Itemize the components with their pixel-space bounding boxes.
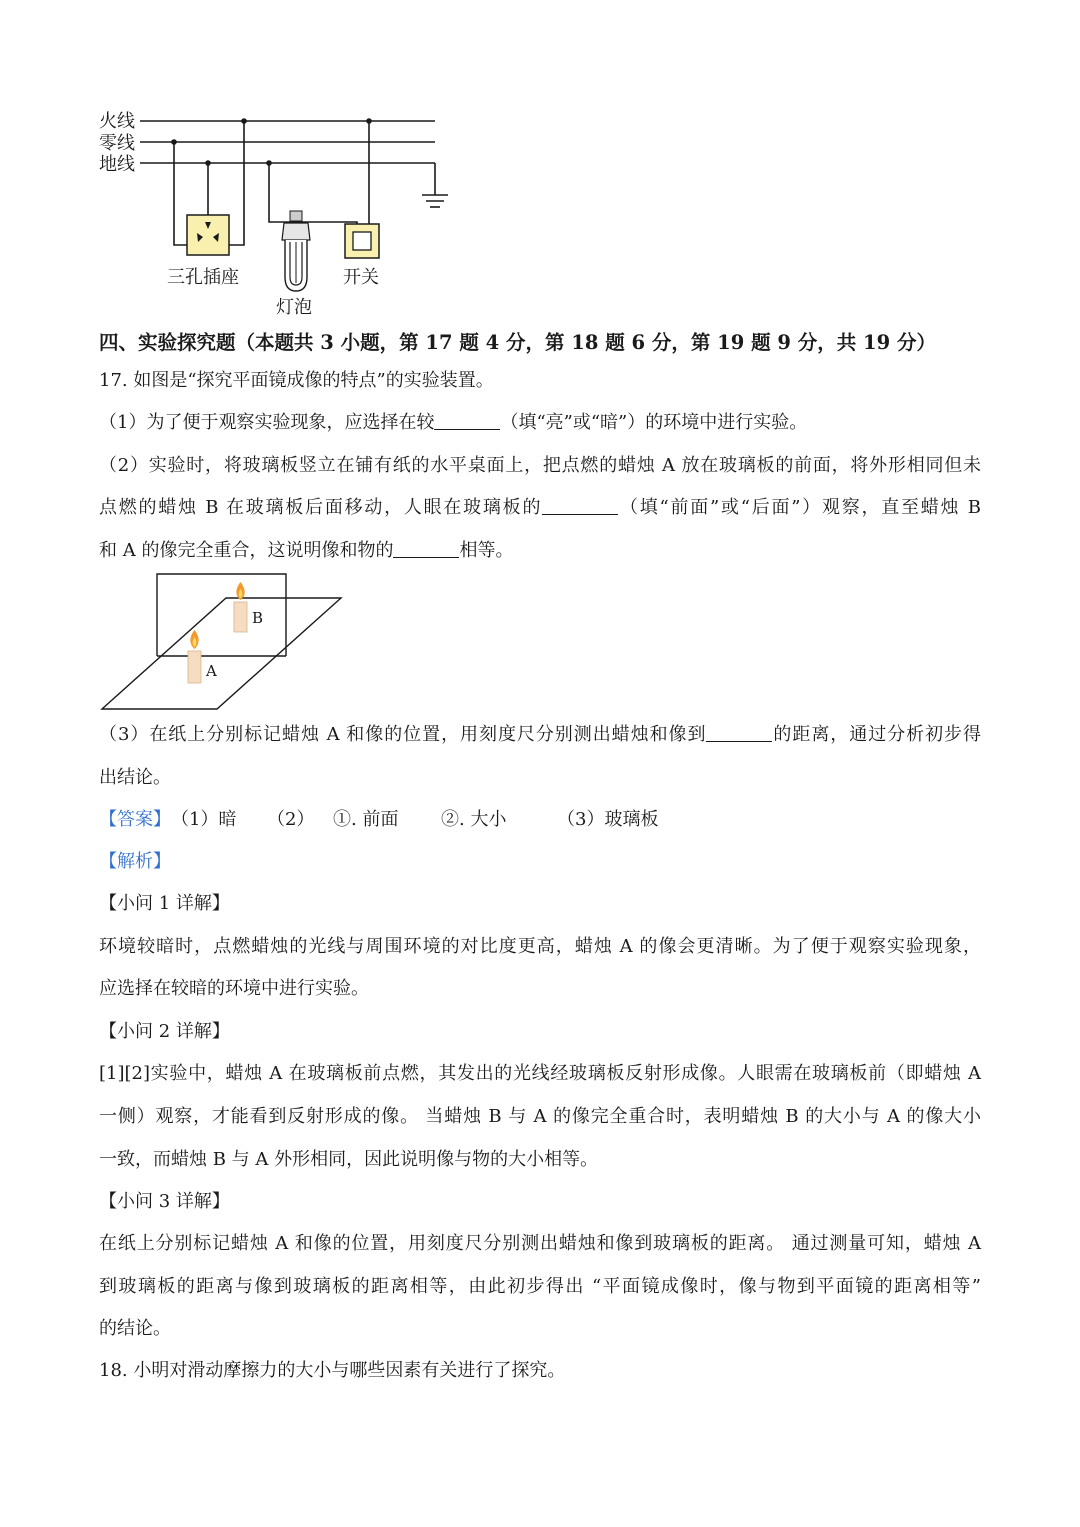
q17-part2-line3 <box>99 539 513 563</box>
candle-b-icon <box>234 582 247 632</box>
answer-5: （3）玻璃板 <box>557 809 659 830</box>
sub2-title: 【小问 2 详解】 <box>99 1021 230 1042</box>
label-socket: 三孔插座 <box>167 267 239 288</box>
sub1-line1: 环境较暗时，点燃蜡烛的光线与周围环境的对比度更高，蜡烛 A 的像会更清晰。为了便于观察实验现象， <box>99 936 981 957</box>
answer-blank[interactable] <box>393 539 459 558</box>
answer-blank[interactable] <box>706 723 772 742</box>
answer-4: ②. 大小 <box>441 809 507 830</box>
sub3-line2: 到玻璃板的距离与像到玻璃板的距离相等，由此初步得出 “平面镜成像时，像与物到平面镜的距离相等” <box>99 1276 981 1297</box>
label-switch: 开关 <box>343 267 379 288</box>
q17-part2-line1: （2）实验时，将玻璃板竖立在铺有纸的水平桌面上，把点燃的蜡烛 A 放在玻璃板的前面，将外形相同但未 <box>99 455 981 476</box>
candle-a-icon <box>188 630 201 683</box>
q17-part1-text-b: （填“亮”或“暗”）的环境中进行实验。 <box>500 412 808 433</box>
sub3-line3: 的结论。 <box>99 1318 171 1339</box>
section-title: 四、实验探究题（本题共 3 小题，第 17 题 4 分，第 18 题 6 分，第 19 题 9 分，共 19 分） <box>99 331 936 354</box>
label-candle-b: B <box>252 609 264 627</box>
answer-line <box>99 808 658 832</box>
analysis-tag: 【解析】 <box>99 851 171 872</box>
sub3-title: 【小问 3 详解】 <box>99 1191 230 1212</box>
answer-2: （2） <box>267 809 315 830</box>
q17-part2-line3-a: 和 A 的像完全重合，这说明像和物的 <box>99 540 394 561</box>
light-bulb-icon <box>282 211 310 291</box>
q17-part2-line2 <box>99 496 981 520</box>
sub1-line2: 应选择在较暗的环境中进行实验。 <box>99 978 369 999</box>
answer-blank[interactable] <box>434 411 500 430</box>
answer-3: ①. 前面 <box>333 809 399 830</box>
q17-part2-line2-b: （填“前面”或“后面”）观察，直至蜡烛 B <box>618 497 981 518</box>
q17-part2-line3-b: 相等。 <box>459 540 514 561</box>
three-pin-socket-icon <box>187 215 229 255</box>
sub3-line1: 在纸上分别标记蜡烛 A 和像的位置，用刻度尺分别测出蜡烛和像到玻璃板的距离。 通过测量可知，蜡烛 A <box>99 1233 981 1254</box>
q17-part1-text-a: （1）为了便于观察实验现象，应选择在较 <box>99 412 435 433</box>
sub2-line1: [1][2]实验中，蜡烛 A 在玻璃板前点燃，其发出的光线经玻璃板反射形成像。人眼需在玻璃板前（即蜡烛 A <box>99 1063 981 1084</box>
circuit-diagram <box>95 105 455 320</box>
q17-part3-line1-a: （3）在纸上分别标记蜡烛 A 和像的位置，用刻度尺分别测出蜡烛和像到 <box>99 724 707 745</box>
answer-blank[interactable] <box>542 496 618 515</box>
sub2-line2: 一侧）观察，才能看到反射形成的像。 当蜡烛 B 与 A 的像完全重合时，表明蜡烛 B 的大小与 A 的像大小 <box>99 1106 981 1127</box>
sub1-title: 【小问 1 详解】 <box>99 893 230 914</box>
answer-tag: 【答案】 <box>99 809 171 830</box>
label-live-wire: 火线 <box>99 111 135 132</box>
label-bulb: 灯泡 <box>276 297 312 318</box>
q17-stem: 17. 如图是“探究平面镜成像的特点”的实验装置。 <box>99 370 494 391</box>
mirror-experiment-figure <box>100 572 345 712</box>
q17-part2-line2-a: 点燃的蜡烛 B 在玻璃板后面移动，人眼在玻璃板的 <box>99 497 543 518</box>
label-candle-a: A <box>206 662 217 680</box>
q17-part3-line1-b: 的距离，通过分析初步得 <box>772 724 981 745</box>
sub2-line3: 一致，而蜡烛 B 与 A 外形相同，因此说明像与物的大小相等。 <box>99 1149 599 1170</box>
q18-stem: 18. 小明对滑动摩擦力的大小与哪些因素有关进行了探究。 <box>99 1360 566 1381</box>
q17-part3-line2: 出结论。 <box>99 767 171 788</box>
answer-1: （1）暗 <box>171 809 237 830</box>
q17-part3-line1 <box>99 723 981 747</box>
switch-icon <box>345 224 379 258</box>
q17-part1 <box>99 411 807 435</box>
label-ground-wire: 地线 <box>99 154 135 175</box>
label-neutral-wire: 零线 <box>99 133 135 154</box>
